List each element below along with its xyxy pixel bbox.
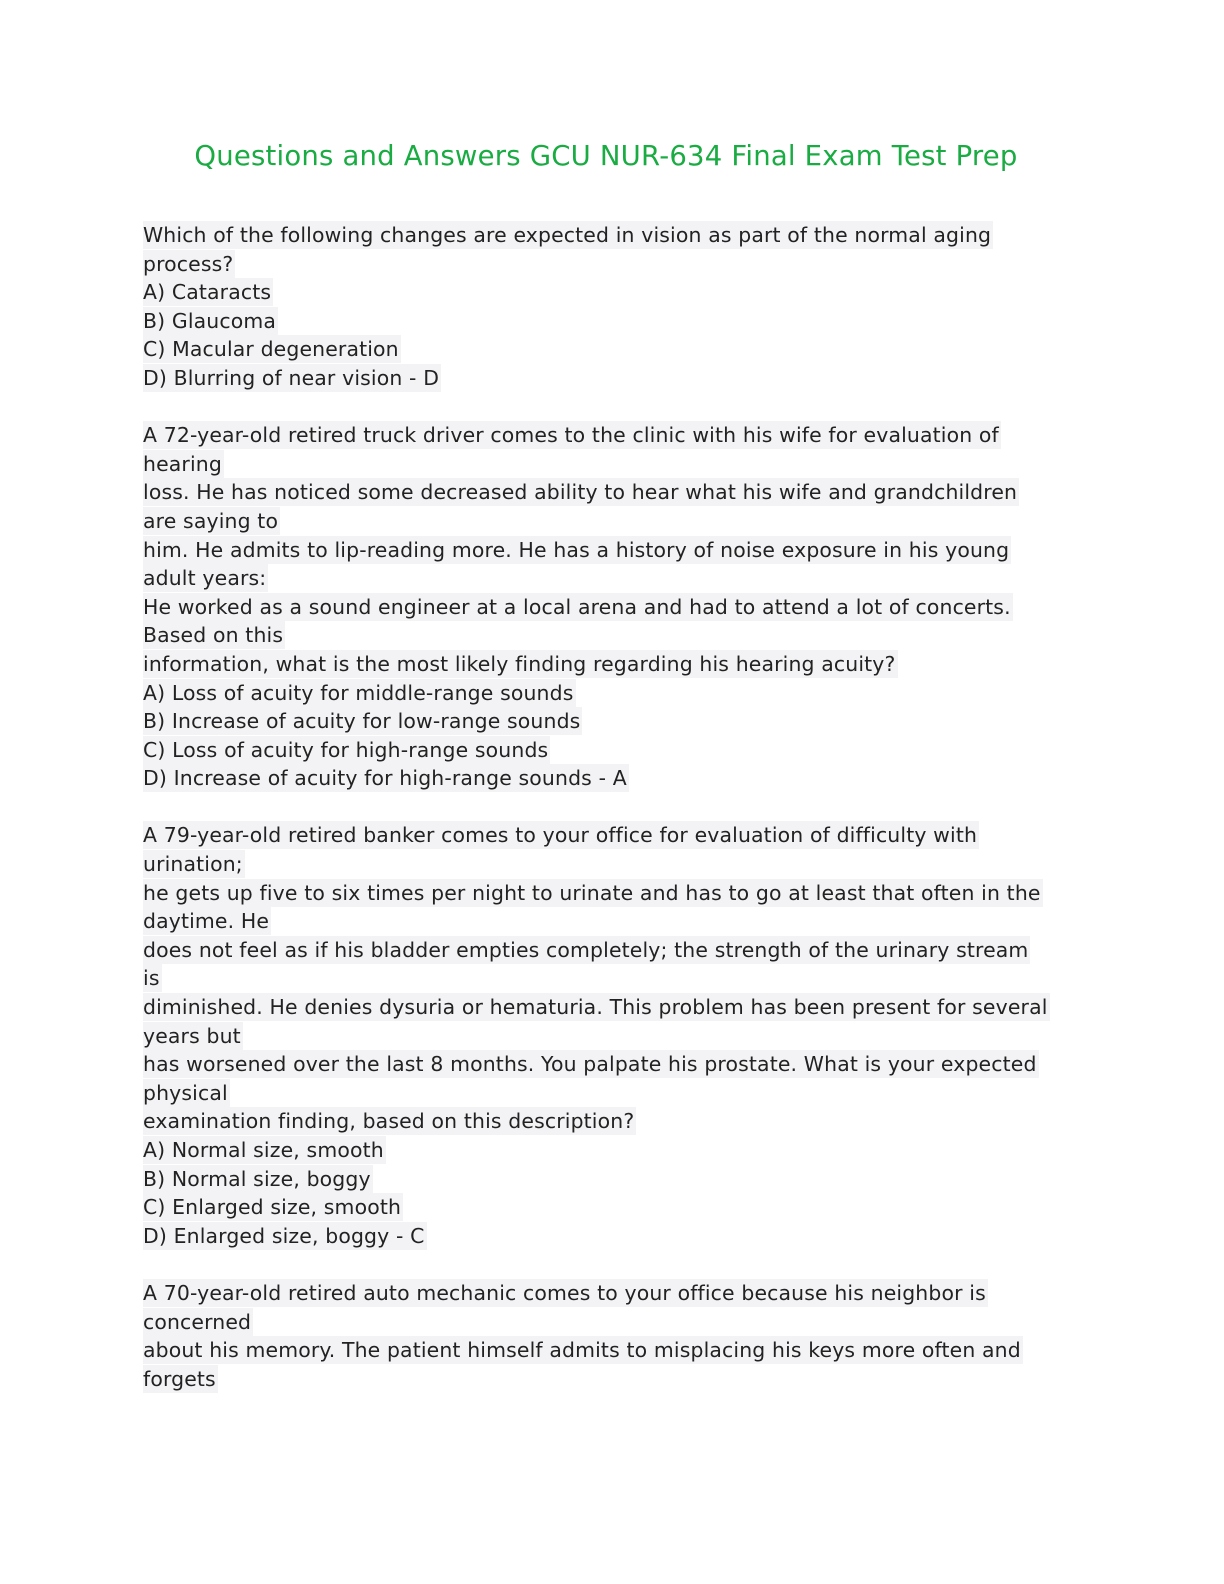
text-line-content: has worsened over the last 8 months. You palpate his prostate. What is your expected [143, 1052, 1037, 1077]
text-line [143, 1165, 1123, 1194]
text-line [143, 536, 1123, 565]
text-line-content: C) Enlarged size, smooth [143, 1195, 402, 1220]
text-line [143, 507, 1123, 536]
document-title: Questions and Answers GCU NUR-634 Final Exam Test Prep [194, 140, 1018, 172]
question-spacer [143, 1250, 1123, 1279]
text-line [143, 450, 1123, 479]
text-line [143, 1107, 1123, 1136]
text-line [143, 679, 1123, 708]
text-line-content: D) Blurring of near vision - D [143, 365, 440, 390]
text-line-content: adult years: [143, 566, 267, 591]
text-line [143, 364, 1123, 393]
text-line-content: hearing [143, 451, 222, 476]
text-line-content: A 79-year-old retired banker comes to your office for evaluation of difficulty with [143, 823, 978, 848]
text-line-content: C) Loss of acuity for high-range sounds [143, 737, 549, 762]
text-line [143, 250, 1123, 279]
text-line-content: forgets [143, 1366, 216, 1391]
text-line-content: loss. He has noticed some decreased ability to hear what his wife and grandchildren [143, 480, 1018, 505]
text-line [143, 1136, 1123, 1165]
text-line-content: urination; [143, 852, 243, 877]
text-line [143, 1365, 1123, 1394]
text-line [143, 879, 1123, 908]
text-line [143, 1279, 1123, 1308]
text-line [143, 707, 1123, 736]
text-line [143, 1022, 1123, 1051]
question-block [143, 1279, 1123, 1393]
text-line [143, 650, 1123, 679]
text-line-content: D) Increase of acuity for high-range sounds - A [143, 766, 627, 791]
text-line-content: concerned [143, 1309, 252, 1334]
text-line-content: process? [143, 251, 234, 276]
text-line-content: is [143, 966, 160, 991]
text-line-content: D) Enlarged size, boggy - C [143, 1223, 425, 1248]
text-line [143, 850, 1123, 879]
text-line-content: him. He admits to lip-reading more. He has a history of noise exposure in his young [143, 537, 1010, 562]
text-line [143, 221, 1123, 250]
text-line [143, 478, 1123, 507]
text-line [143, 1079, 1123, 1108]
text-line [143, 993, 1123, 1022]
text-line-content: B) Increase of acuity for low-range sounds [143, 709, 581, 734]
text-line [143, 1336, 1123, 1365]
text-line-content: physical [143, 1080, 228, 1105]
text-line [143, 736, 1123, 765]
text-line-content: A 70-year-old retired auto mechanic comes to your office because his neighbor is [143, 1280, 986, 1305]
text-line [143, 593, 1123, 622]
text-line [143, 335, 1123, 364]
text-line-content: A) Cataracts [143, 280, 272, 305]
text-line [143, 936, 1123, 965]
text-line [143, 1193, 1123, 1222]
text-line-content: A) Loss of acuity for middle-range sounds [143, 680, 574, 705]
text-line-content: He worked as a sound engineer at a local arena and had to attend a lot of concerts. [143, 594, 1011, 619]
text-line-content: years but [143, 1023, 241, 1048]
question-spacer [143, 393, 1123, 422]
text-line [143, 564, 1123, 593]
text-line-content: C) Macular degeneration [143, 337, 399, 362]
text-line-content: B) Glaucoma [143, 308, 277, 333]
text-line [143, 1222, 1123, 1251]
text-line-content: A) Normal size, smooth [143, 1138, 384, 1162]
text-line [143, 1050, 1123, 1079]
text-line [143, 621, 1123, 650]
text-line-content: Based on this [143, 623, 284, 648]
text-line-content: information, what is the most likely finding regarding his hearing acuity? [143, 651, 896, 676]
text-line-content: does not feel as if his bladder empties completely; the strength of the urinary stream [143, 937, 1029, 962]
text-line [143, 1308, 1123, 1337]
text-line-content: diminished. He denies dysuria or hematuria. This problem has been present for several [143, 995, 1048, 1020]
text-line-content: Which of the following changes are expected in vision as part of the normal aging [143, 223, 992, 247]
text-line [143, 821, 1123, 850]
text-line-content: about his memory. The patient himself admits to misplacing his keys more often and [143, 1338, 1021, 1363]
text-line-content: daytime. He [143, 909, 270, 934]
text-line [143, 907, 1123, 936]
text-line [143, 278, 1123, 307]
text-line-content: B) Normal size, boggy [143, 1166, 371, 1191]
text-line-content: he gets up five to six times per night to urinate and has to go at least that often in the [143, 880, 1041, 905]
text-line [143, 307, 1123, 336]
question-block [143, 821, 1123, 1250]
text-line [143, 421, 1123, 450]
text-line-content: examination finding, based on this description? [143, 1109, 635, 1134]
question-block [143, 221, 1123, 393]
document-body [143, 221, 1123, 1393]
text-line-content: A 72-year-old retired truck driver comes to the clinic with his wife for evaluation of [143, 423, 999, 448]
question-block [143, 421, 1123, 793]
text-line [143, 764, 1123, 793]
text-line [143, 964, 1123, 993]
text-line-content: are saying to [143, 508, 279, 533]
question-spacer [143, 793, 1123, 822]
